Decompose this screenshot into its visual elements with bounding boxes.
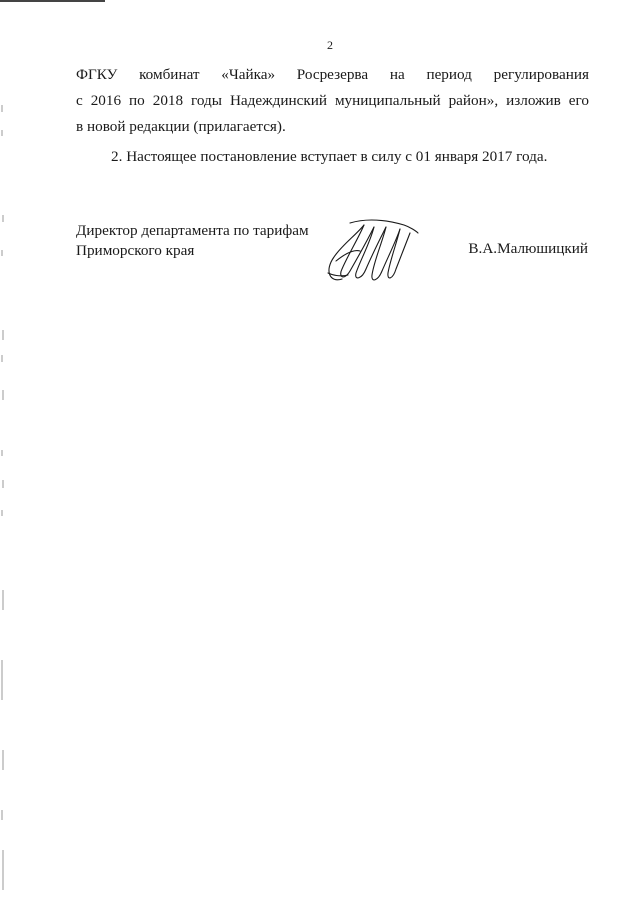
clause-2: 2. Настоящее постановление вступает в силу с 01 января 2017 года. [111, 148, 548, 165]
word: Росрезерва [296, 66, 369, 83]
word: район», [448, 92, 499, 109]
signer-position-line-2: Приморского края [76, 242, 195, 259]
paragraph-line-2 [76, 88, 589, 114]
word: изложив [506, 92, 561, 109]
word: муниципальный [334, 92, 441, 109]
word: годы [191, 92, 222, 109]
word: на [389, 66, 405, 83]
word: регулирования [493, 66, 589, 83]
paragraph-continuation [76, 62, 589, 140]
word: комбинат [139, 66, 200, 83]
word: по [129, 92, 145, 109]
word: 2016 [90, 92, 122, 109]
signer-name: В.А.Малюшицкий [468, 240, 588, 257]
handwritten-signature [320, 213, 420, 288]
word: его [568, 92, 589, 109]
word: период [426, 66, 472, 83]
word: ФГКУ [76, 66, 118, 83]
page-number: 2 [327, 38, 333, 52]
word: с [76, 92, 83, 109]
word: «Чайка» [221, 66, 276, 83]
scan-edge-dots [0, 10, 10, 900]
signer-position [76, 221, 309, 261]
word: Надеждинский [229, 92, 327, 109]
paragraph-line-1 [76, 62, 589, 88]
signer-position-line-1: Директор департамента по тарифам [76, 222, 309, 239]
scan-edge-mark [0, 0, 105, 2]
paragraph-line-3: в новой редакции (прилагается). [76, 118, 286, 135]
word: 2018 [152, 92, 184, 109]
